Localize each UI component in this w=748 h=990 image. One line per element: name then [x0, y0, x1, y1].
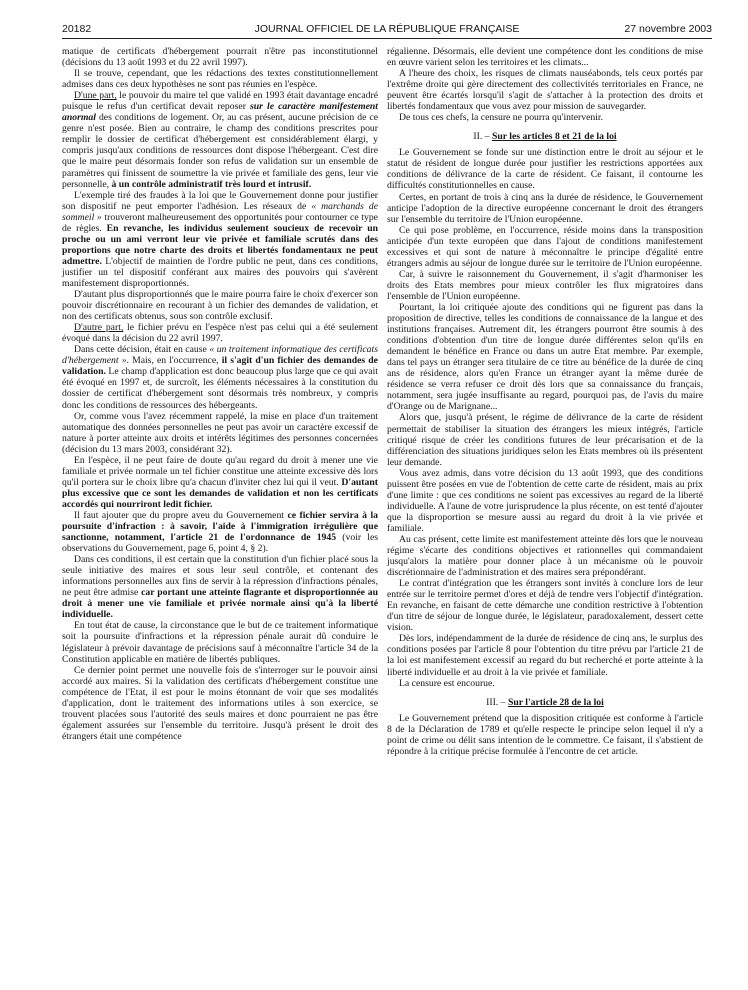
text-run: Le champ d'application est donc beaucoup plus large que ce qui avait été évoqué en 1997 et, de surcroît, les éléments nécessaires à la constitution du dossier de certificat d'hébergement sont désormais très nombreux, y compris donc les conditions de ressources des hébergeants.	[62, 366, 378, 411]
left-column	[62, 46, 378, 742]
section-title: Sur les articles 8 et 21 de la loi	[491, 131, 617, 143]
emphasis-text: sur le caractère manifestement anormal	[62, 101, 378, 124]
text-run: En l'espèce, il ne peut faire de doute qu'au regard du droit à mener une vie familiale et privée normale un tel fichier constitue une atteinte excessive dès lors qu'il portera sur le choix libre qu'a chacun d'inviter chez lui qui il veut.	[62, 454, 378, 488]
paragraph	[62, 90, 378, 189]
underlined-text: D'une part,	[74, 90, 117, 102]
quoted-text: « marchands de sommeil »	[62, 200, 378, 223]
paragraph: Au cas présent, cette limite est manifestement atteinte dès lors que le nouveau régime s'écarte des conditions objectives et rationnelles qui commandaient jusqu'alors la matière pour donner place à un mécanisme où le pouvoir discrétionnaire de l'administration et des maires sera prépondérant.	[387, 533, 703, 579]
paragraph: La censure est encourue.	[399, 677, 495, 689]
text-run: le pouvoir du maire tel que validé en 1993 était davantage encadré puisque le refus d'un certificat devait reposer	[62, 90, 379, 113]
paragraph	[62, 344, 378, 410]
text-run: trouveront malheureusement des opportunités pour contourner ce type de règles.	[62, 211, 378, 234]
page-header	[62, 23, 712, 37]
paragraph: Or, comme vous l'avez récemment rappelé, la mise en place d'un traitement automatique des données personnelles ne peut pas avoir un caractère excessif de nature à porter atteinte aux droits et intérêts légitimes des personnes concernées (décision du 13 mars 2003, considérant 32).	[62, 410, 378, 455]
text-run: (voir les observations du Gouvernement, page 6, point 4, § 2).	[62, 532, 379, 555]
bold-text: En revanche, les individus seulement soucieux de recevoir un proche ou un ami verront leur vie privée et familiale scrutés dans des proportions que notre charte des droits et libertés fondamentaux ne peut admettre.	[62, 222, 378, 267]
paragraph	[62, 510, 378, 554]
paragraph: Ce qui pose problème, en l'occurrence, réside moins dans la transposition anticipée d'un texte européen que dans l'ajout de conditions manifestement excessives et qui sont de nature à méconnaître le principe d'égalité entre étrangers admis au séjour de longue durée sur le territoire de l'Union européenne.	[387, 224, 703, 269]
paragraph: Ce dernier point permet une nouvelle fois de s'interroger sur le pouvoir ainsi accordé aux maires. Si la validation des certificats d'hébergement constitue une compétence de l'Etat, il est pour le moins étonnant de voir que ses modalités d'application, dont le traitement des informations utiles à son exercice, se trouvent placées sous l'autorité des seuls maires et donc pourraient ne pas être également assurées sur l'ensemble du territoire. Jusqu'à présent le droit des étrangers était une compétence	[62, 664, 378, 742]
page-number: 20182	[62, 23, 92, 35]
paragraph: régalienne. Désormais, elle devient une compétence dont les conditions de mise en œuvre varient selon les territoires et les climats...	[387, 46, 703, 69]
text-run: Dans cette décision, était en cause	[74, 344, 210, 356]
section-title: Sur l'article 28 de la loi	[507, 696, 604, 708]
text-run: le fichier prévu en l'espèce n'est pas celui qui a été seulement évoqué dans la décision du 22 avril 1997.	[62, 322, 378, 345]
paragraph: D'autant plus disproportionnés que le maire pourra faire le choix d'exercer son pouvoir discrétionnaire en recourant à un fichier des demandes de validation, et non des certificats obtenus, sous son contrôle exclusif.	[62, 289, 378, 323]
paragraph: Le Gouvernement se fonde sur une distinction entre le droit au séjour et le statut de résident de longue durée pour justifier les restrictions apportées aux conditions de délivrance de la carte de résident. Ce faisant, il contourne les difficultés constitutionnelles en cause.	[387, 147, 703, 192]
bold-text: il s'agit d'un fichier des demandes de validation.	[62, 355, 378, 378]
paragraph: De tous ces chefs, la censure ne pourra qu'intervenir.	[399, 112, 604, 124]
text-run: Il faut ajouter que du propre aveu du Gouvernement	[74, 509, 288, 521]
paragraph	[62, 322, 378, 344]
section-heading-iii	[387, 697, 703, 708]
bold-text: D'autant plus excessive que ce sont les demandes de validation et non les certificats accordés qui nourriront ledit fichier.	[62, 476, 378, 510]
underlined-text: D'autre part,	[74, 322, 124, 334]
paragraph: Il se trouve, cependant, que les rédactions des textes constitutionnellement admises dans ces deux hypothèses ne sont pas réunies en l'espèce.	[62, 68, 378, 91]
text-run: . Mais, en l'occurrence,	[126, 355, 222, 367]
paragraph: En tout état de cause, la circonstance que le but de ce traitement informatique soit la poursuite d'infractions et la répression pénale aurait dû conduire le législateur à prévoir davantage de précisions sauf à méconnaître l'article 34 de la Constitution applicable en matière de libertés publiques.	[62, 620, 378, 665]
text-run: L'objectif de maintien de l'ordre public ne peut, dans ces conditions, justifier un tel dispositif conférant aux maires des pouvoirs qui s'avèrent manifestement disproportionnés.	[62, 255, 378, 289]
text-run: Dans ces conditions, il est certain que la constitution d'un fichier placé sous la seule initiative des maires et sous leur seul contrôle, et contenant des informations personnelles aux fins de servir à la répression d'infractions pénales, ne peut être admise	[62, 554, 378, 599]
section-heading-ii	[387, 131, 703, 142]
paragraph: A l'heure des choix, les risques de climats nauséabonds, tels ceux portés par l'extrême droite qui gère directement des collectivités territoriales en France, ne peuvent être écartés lorsqu'il s'agit de s'attacher à la protection des droits et libertés fondamentaux que vous avez pour mission de sauvegarder.	[387, 68, 703, 113]
journal-title: JOURNAL OFFICIEL DE LA RÉPUBLIQUE FRANÇAISE	[254, 23, 520, 35]
paragraph: Le contrat d'intégration que les étrangers sont invités à conclure lors de leur entrée sur le territoire permet d'ores et déjà de tendre vers l'objectif d'intégration. En revanche, en faisant de cette démarche une condition restrictive à l'obtention d'un titre de séjour de longue durée, le législateur, paradoxalement, dessert cette vision.	[387, 578, 703, 634]
paragraph	[62, 190, 378, 289]
paragraph: Car, à suivre le raisonnement du Gouvernement, il s'agit d'harmoniser les droits des Etats membres pour mieux contrôler les flux migratoires dans l'ensemble de l'Union européenne.	[387, 268, 703, 302]
paragraph: Pourtant, la loi critiquée ajoute des conditions qui ne figurent pas dans la proposition de directive, telles les conditions de connaissance de la langue et des institutions françaises. Autrement dit, les étrangers pourront être soumis à des conditions d'obtention d'un titre de longue durée différentes selon qu'ils en demandent le bénéfice en France ou dans un autre Etat membre. Par exemple, dans tel pays un étranger sera titulaire de ce titre au bénéfice de la durée de cinq ans de résidence, alors qu'en France un étranger ayant la même durée de résidence se verra refuser ce droit dès lors que sa connaissance du français, notamment, sera jugée insuffisante au regard, pourquoi pas, de l'avis du maire d'Orange ou de Marignane...	[387, 301, 703, 413]
section-number: III. –	[486, 696, 508, 708]
paragraph: Alors que, jusqu'à présent, le régime de délivrance de la carte de résident permettait de stabiliser la situation des étrangers les mieux intégrés, l'article critiqué risque de créer les conditions futures de leur précarisation et de la différenciation des situations juridiques selon les Etats membres où ils présentent leur demande.	[387, 412, 703, 468]
header-rule	[62, 38, 712, 39]
paragraph: matique de certificats d'hébergement pourrait n'être pas inconstitutionnel (décisions du 13 août 1993 et du 22 avril 1997).	[62, 46, 378, 69]
bold-text: ce fichier servira à la poursuite d'infraction : à savoir, l'aide à l'immigration irrégulière que sanctionne, notamment, l'article 21 de l'ordonnance de 1945	[62, 509, 379, 544]
paragraph: Dès lors, indépendamment de la durée de résidence de cinq ans, le surplus des conditions posées par l'article 8 pour l'obtention du titre prévu par l'article 21 de la loi est manifestement excessif au regard du but recherché et porte atteinte à la liberté individuelle et au droit à la vie privée et familiale.	[387, 633, 703, 678]
paragraph: Vous avez admis, dans votre décision du 13 août 1993, que des conditions puissent être posées en vue de l'obtention de cette carte de résident, mais au prix d'une limite : que ces conditions ne soient pas excessives au regard de la liberté individuelle. A l'aune de votre jurisprudence la plus récente, on est tenté d'ajouter que la disproportion se mesure aussi au regard du droit à la vie privée et familiale.	[387, 467, 703, 534]
paragraph	[62, 554, 378, 620]
issue-date: 27 novembre 2003	[624, 23, 712, 35]
text-run: L'exemple tiré des fraudes à la loi que le Gouvernement donne pour justifier son dispositif ne peut emporter l'adhésion. Les réseaux de	[62, 189, 378, 212]
paragraph: Certes, en portant de trois à cinq ans la durée de résidence, le Gouvernement anticipe l'adoption de la directive européenne concernant le droit des étrangers sur l'ensemble du territoire de l'Union européenne.	[387, 191, 703, 225]
quoted-text: « un traitement informatique des certificats d'hébergement »	[62, 344, 378, 367]
bold-text: car portant une atteinte flagrante et disproportionnée au droit à mener une vie familiale et privée normale ainsi qu'à la liberté individuelle.	[62, 587, 378, 621]
right-column	[387, 46, 703, 757]
section-number: II. –	[473, 131, 492, 143]
paragraph	[62, 455, 378, 510]
bold-text: à un contrôle administratif très lourd et intrusif.	[111, 178, 312, 190]
text-run: des conditions de logement. Or, au cas présent, aucune précision de ce genre n'est posée. Bien au contraire, le champ des conditions prescrites pour remplir le dossier de certificat d'hébergement est considérablement élargi, y compris jusqu'aux conditions de ressources dont dispose l'hébergeant. C'est dire que le maire peut désormais fonder son refus de validation sur un ensemble de paramètres qui finissent de soumettre la vie privée et familiale des gens, leur vie personnelle,	[62, 112, 378, 190]
paragraph: Le Gouvernement prétend que la disposition critiquée est conforme à l'article 8 de la Déclaration de 1789 et qu'elle respecte le principe selon lequel il n'y a point de crime ou délit sans intention de le commettre. Ce faisant, il s'abstient de répondre à la critique précise formulée à l'encontre de cet article.	[387, 712, 703, 757]
